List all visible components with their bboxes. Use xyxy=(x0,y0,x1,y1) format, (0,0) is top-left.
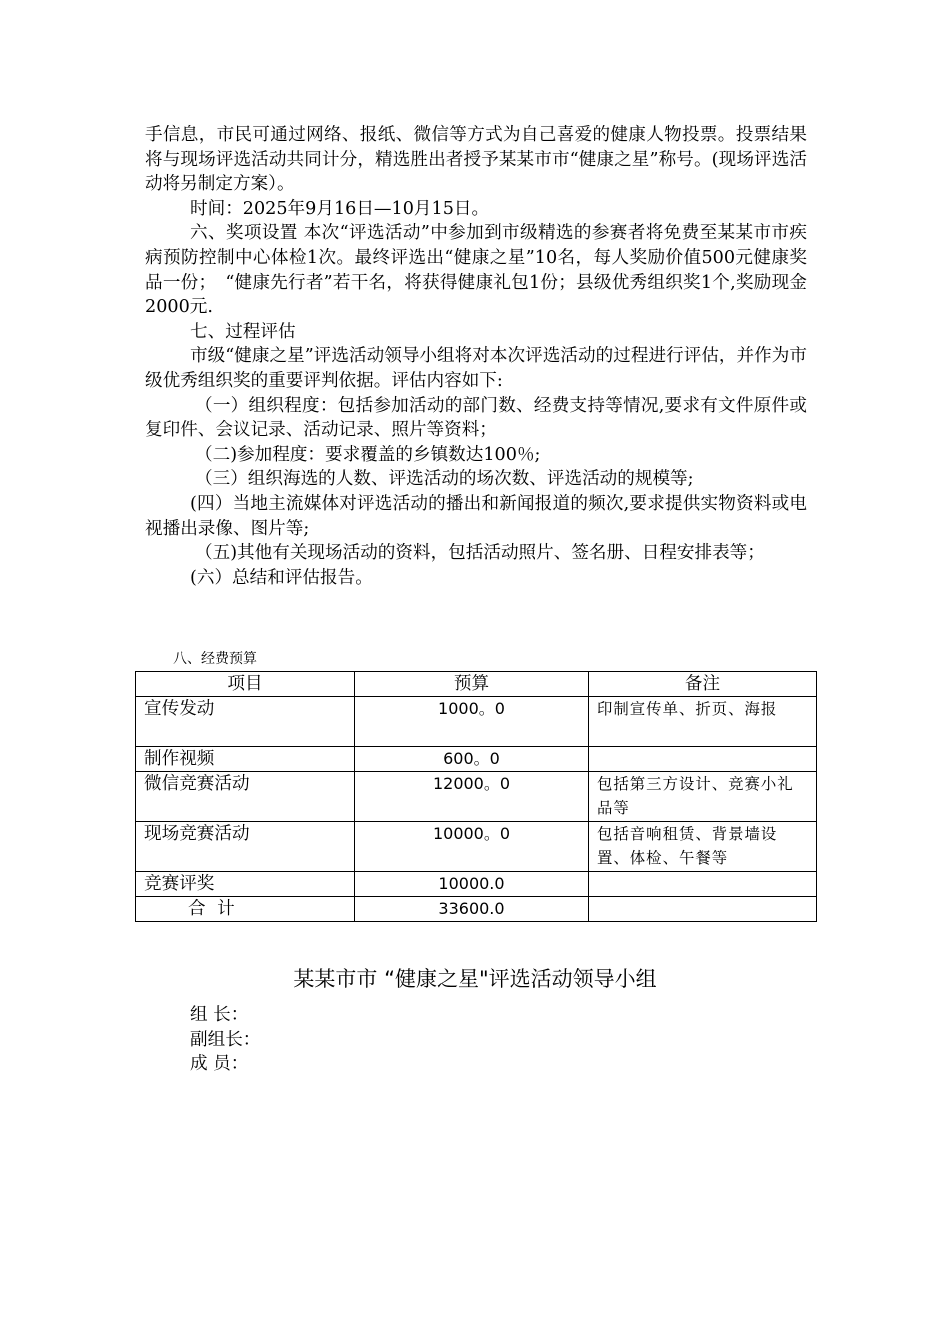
cell-item: 现场竞赛活动 xyxy=(136,822,355,872)
cell-note: 印制宣传单、折页、海报 xyxy=(589,697,817,747)
table-header-row xyxy=(136,672,817,697)
table-row xyxy=(136,697,817,747)
paragraph-item-2: （二)参加程度：要求覆盖的乡镇数达100％; xyxy=(195,444,541,465)
cell-note xyxy=(589,747,817,772)
member-role-leader: 组 长： xyxy=(190,1005,249,1025)
header-amount: 预算 xyxy=(355,672,589,697)
budget-table xyxy=(135,671,817,922)
cell-note: 包括第三方设计、竞赛小礼品等 xyxy=(589,772,817,822)
cell-note xyxy=(589,897,817,922)
cell-amount: 600。0 xyxy=(355,747,589,772)
paragraph-item-6: (六）总结和评估报告。 xyxy=(190,567,373,588)
cell-amount: 12000。0 xyxy=(355,772,589,822)
cell-amount: 10000.0 xyxy=(355,872,589,897)
table-row xyxy=(136,872,817,897)
table-row xyxy=(136,747,817,772)
paragraph-item-1: （一）组织程度：包括参加活动的部门数、经费支持等情况,要求有文件原件或复印件、会议记录、活动记录、照片等资料； xyxy=(145,395,807,441)
paragraph-time: 时间：2025年9月16日—10月15日。 xyxy=(190,198,490,219)
members-list xyxy=(190,1003,260,1077)
table-row-total xyxy=(136,897,817,922)
paragraph-item-5: （五)其他有关现场活动的资料，包括活动照片、签名册、日程安排表等； xyxy=(195,543,765,564)
cell-item: 制作视频 xyxy=(136,747,355,772)
cell-amount: 10000。0 xyxy=(355,822,589,872)
cell-amount: 1000。0 xyxy=(355,697,589,747)
cell-note: 包括音响租赁、背景墙设置、体检、午餐等 xyxy=(589,822,817,872)
cell-item: 微信竞赛活动 xyxy=(136,772,355,822)
member-role-deputy: 副组长： xyxy=(190,1029,261,1050)
section-heading-evaluation: 七、过程评估 xyxy=(190,321,296,342)
member-role-members: 成 员： xyxy=(190,1054,249,1074)
table-row xyxy=(136,772,817,822)
paragraph-item-3: （三）组织海选的人数、评选活动的场次数、评选活动的规模等; xyxy=(195,469,694,490)
header-note: 备注 xyxy=(589,672,817,697)
paragraph-voting: 手信息，市民可通过网络、报纸、微信等方式为自己喜爱的健康人物投票。投票结果将与现场评选活动共同计分，精选胜出者授予某某市市“健康之星”称号。(现场评选活动将另制定方案）。 xyxy=(145,125,807,195)
paragraph-awards: 六、奖项设置 本次“评选活动”中参加到市级精选的参赛者将免费至某某市市疾病预防控制中心体检1次。最终评选出“健康之星”10名，每人奖励价值500元健康奖品一份； “健康先行者”若干名，将获得健康礼包1份；县级优秀组织奖1个,奖励现金2000元. xyxy=(145,223,807,318)
leadership-group-title: 某某市市 “健康之星"评选活动领导小组 xyxy=(293,967,657,991)
table-row xyxy=(136,822,817,872)
cell-item: 宣传发动 xyxy=(136,697,355,747)
paragraph-item-4: (四）当地主流媒体对评选活动的播出和新闻报道的频次,要求提供实物资料或电视播出录像、图片等; xyxy=(145,493,807,539)
header-item: 项目 xyxy=(136,672,355,697)
cell-item-total: 合 计 xyxy=(136,897,355,922)
cell-item: 竞赛评奖 xyxy=(136,872,355,897)
cell-note xyxy=(589,872,817,897)
body-text xyxy=(145,123,807,590)
budget-heading: 八、经费预算 xyxy=(173,651,257,667)
paragraph-evaluation: 市级“健康之星”评选活动领导小组将对本次评选活动的过程进行评估，并作为市级优秀组织奖的重要评判依据。评估内容如下: xyxy=(145,346,807,391)
cell-amount-total: 33600.0 xyxy=(355,897,589,922)
